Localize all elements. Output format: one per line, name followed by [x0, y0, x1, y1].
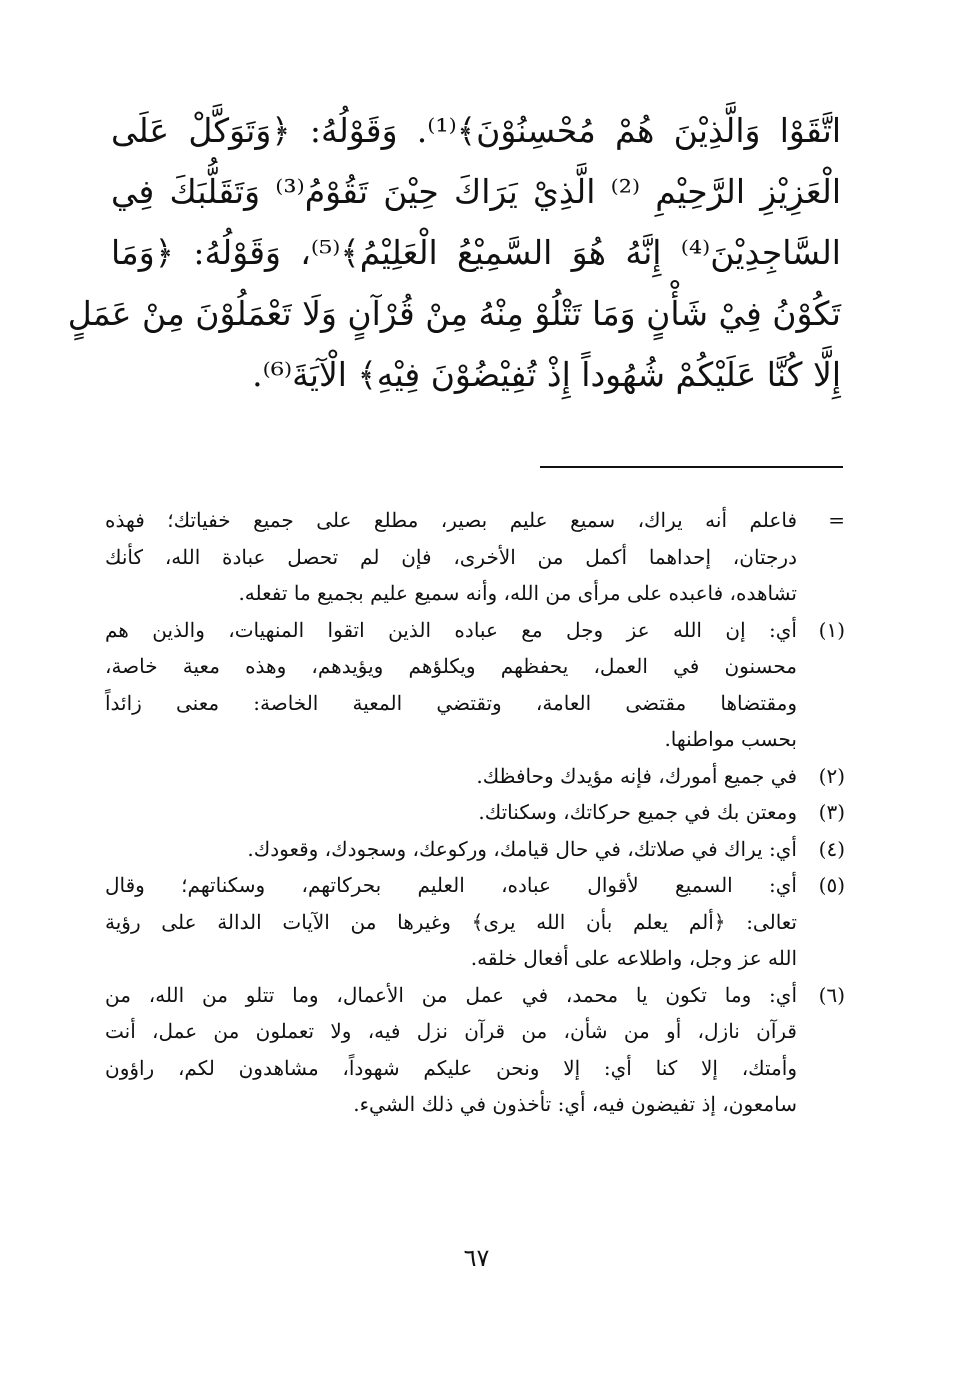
- footnote-line: سامعون، إذ تفيضون فيه، أي: تأخذون في ذلك الشيء.: [353, 1092, 797, 1116]
- footnote-4: [105, 831, 845, 868]
- main-text-line: الْعَزِيْزِ الرَّحِيْمِ ⁽²⁾ الَّذِيْ يَرَاكَ حِيْنَ تَقُوْمُ⁽³⁾ وَتَقَلُّبَكَ فِي: [111, 172, 841, 211]
- footnote-line: وأمتك، إلا كنا أي: إلا ونحن عليكم شهوداً، مشاهدون لكم، راؤون: [105, 1055, 797, 1080]
- footnote-number: (٢): [818, 763, 845, 788]
- footnote-line: بحسب مواطنها.: [664, 727, 797, 751]
- footnote-2: [105, 758, 845, 795]
- footnote-continuation: [105, 502, 845, 612]
- footnote-1: [105, 612, 845, 758]
- main-text-line: إِلَّا كُنَّا عَلَيْكُمْ شُهُوداً إِذْ تُفِيْضُوْنَ فِيْهِ﴾ الْآيَةَ⁽⁶⁾.: [252, 355, 841, 394]
- footnote-line: درجتان، إحداهما أكمل من الأخرى، فإن لم تحصل عبادة الله، كأنك: [105, 544, 797, 569]
- footnote-line: الله عز وجل، واطلاعه على أفعال خلقه.: [470, 946, 797, 970]
- main-text-line: اتَّقَوْا وَالَّذِيْنَ هُمْ مُحْسِنُوْنَ﴾⁽¹⁾. وَقَوْلُهُ: ﴿وَتَوَكَّلْ عَلَى: [111, 111, 842, 150]
- footnote-line: محسنون في العمل، يحفظهم ويكلؤهم ويؤيدهم، وهذه معية خاصة،: [105, 654, 797, 678]
- footnote-line: أي: السميع لأقوال عباده، العليم بحركاتهم، وسكناتهم؛ وقال: [105, 873, 797, 897]
- main-text-block: [67, 100, 842, 405]
- footnote-line: ومعتن بك في جميع حركاتك، وسكناتك.: [478, 800, 797, 824]
- footnote-number: (٥): [818, 873, 845, 897]
- footnote-separator: [540, 466, 843, 468]
- footnote-line: فاعلم أنه يراك، سميع عليم بصير، مطلع على جميع خفياتك؛ فهذه: [105, 508, 797, 532]
- page-number: ٦٧: [463, 1244, 490, 1272]
- footnote-number: =: [828, 508, 845, 532]
- main-text-line: السَّاجِدِيْنَ⁽⁴⁾ إِنَّهُ هُوَ السَّمِيْعُ الْعَلِيْمُ﴾⁽⁵⁾، وَقَوْلُهُ: ﴿وَمَا: [111, 233, 841, 272]
- footnote-line: أي: إن الله عز وجل مع عباده الذين اتقوا المنهيات، والذين هم: [105, 617, 797, 642]
- footnotes-block: [105, 502, 845, 1123]
- footnote-line: أي: يراك في صلاتك، في حال قيامك، وركوعك، وسجودك، وقعودك.: [247, 836, 797, 861]
- footnote-6: [105, 977, 845, 1123]
- footnote-number: (٦): [818, 982, 845, 1007]
- main-text-line: تَكُوْنُ فِيْ شَأْنٍ وَمَا تَتْلُوْ مِنْهُ مِنْ قُرْآنٍ وَلَا تَعْمَلُوْنَ مِنْ عَمَلٍ: [67, 294, 841, 333]
- footnote-number: (١): [818, 617, 845, 642]
- footnote-line: تشاهده، فاعبده على مرأى من الله، وأنه سميع عليم بجميع ما تفعله.: [238, 581, 797, 605]
- footnote-line: أي: وما تكون يا محمد، في عمل من الأعمال، وما تتلو من الله، من: [105, 982, 797, 1007]
- footnote-5: [105, 867, 845, 977]
- footnote-number: (٤): [818, 836, 845, 861]
- footnote-line: ومقتضاها مقتضى العامة، وتقتضي المعية الخاصة: معنى زائداً: [105, 690, 797, 715]
- footnote-line: في جميع أمورك، فإنه مؤيدك وحافظك.: [476, 763, 797, 788]
- footnote-number: (٣): [818, 800, 845, 824]
- footnote-line: تعالى: ﴿ألم يعلم بأن الله يرى﴾ وغيرها من الآيات الدالة على رؤية: [105, 909, 798, 934]
- footnote-3: [105, 794, 845, 831]
- footnote-line: قرآن نازل، أو من شأن، من قرآن نزل فيه، ولا تعملون من عمل، أنت: [105, 1019, 797, 1043]
